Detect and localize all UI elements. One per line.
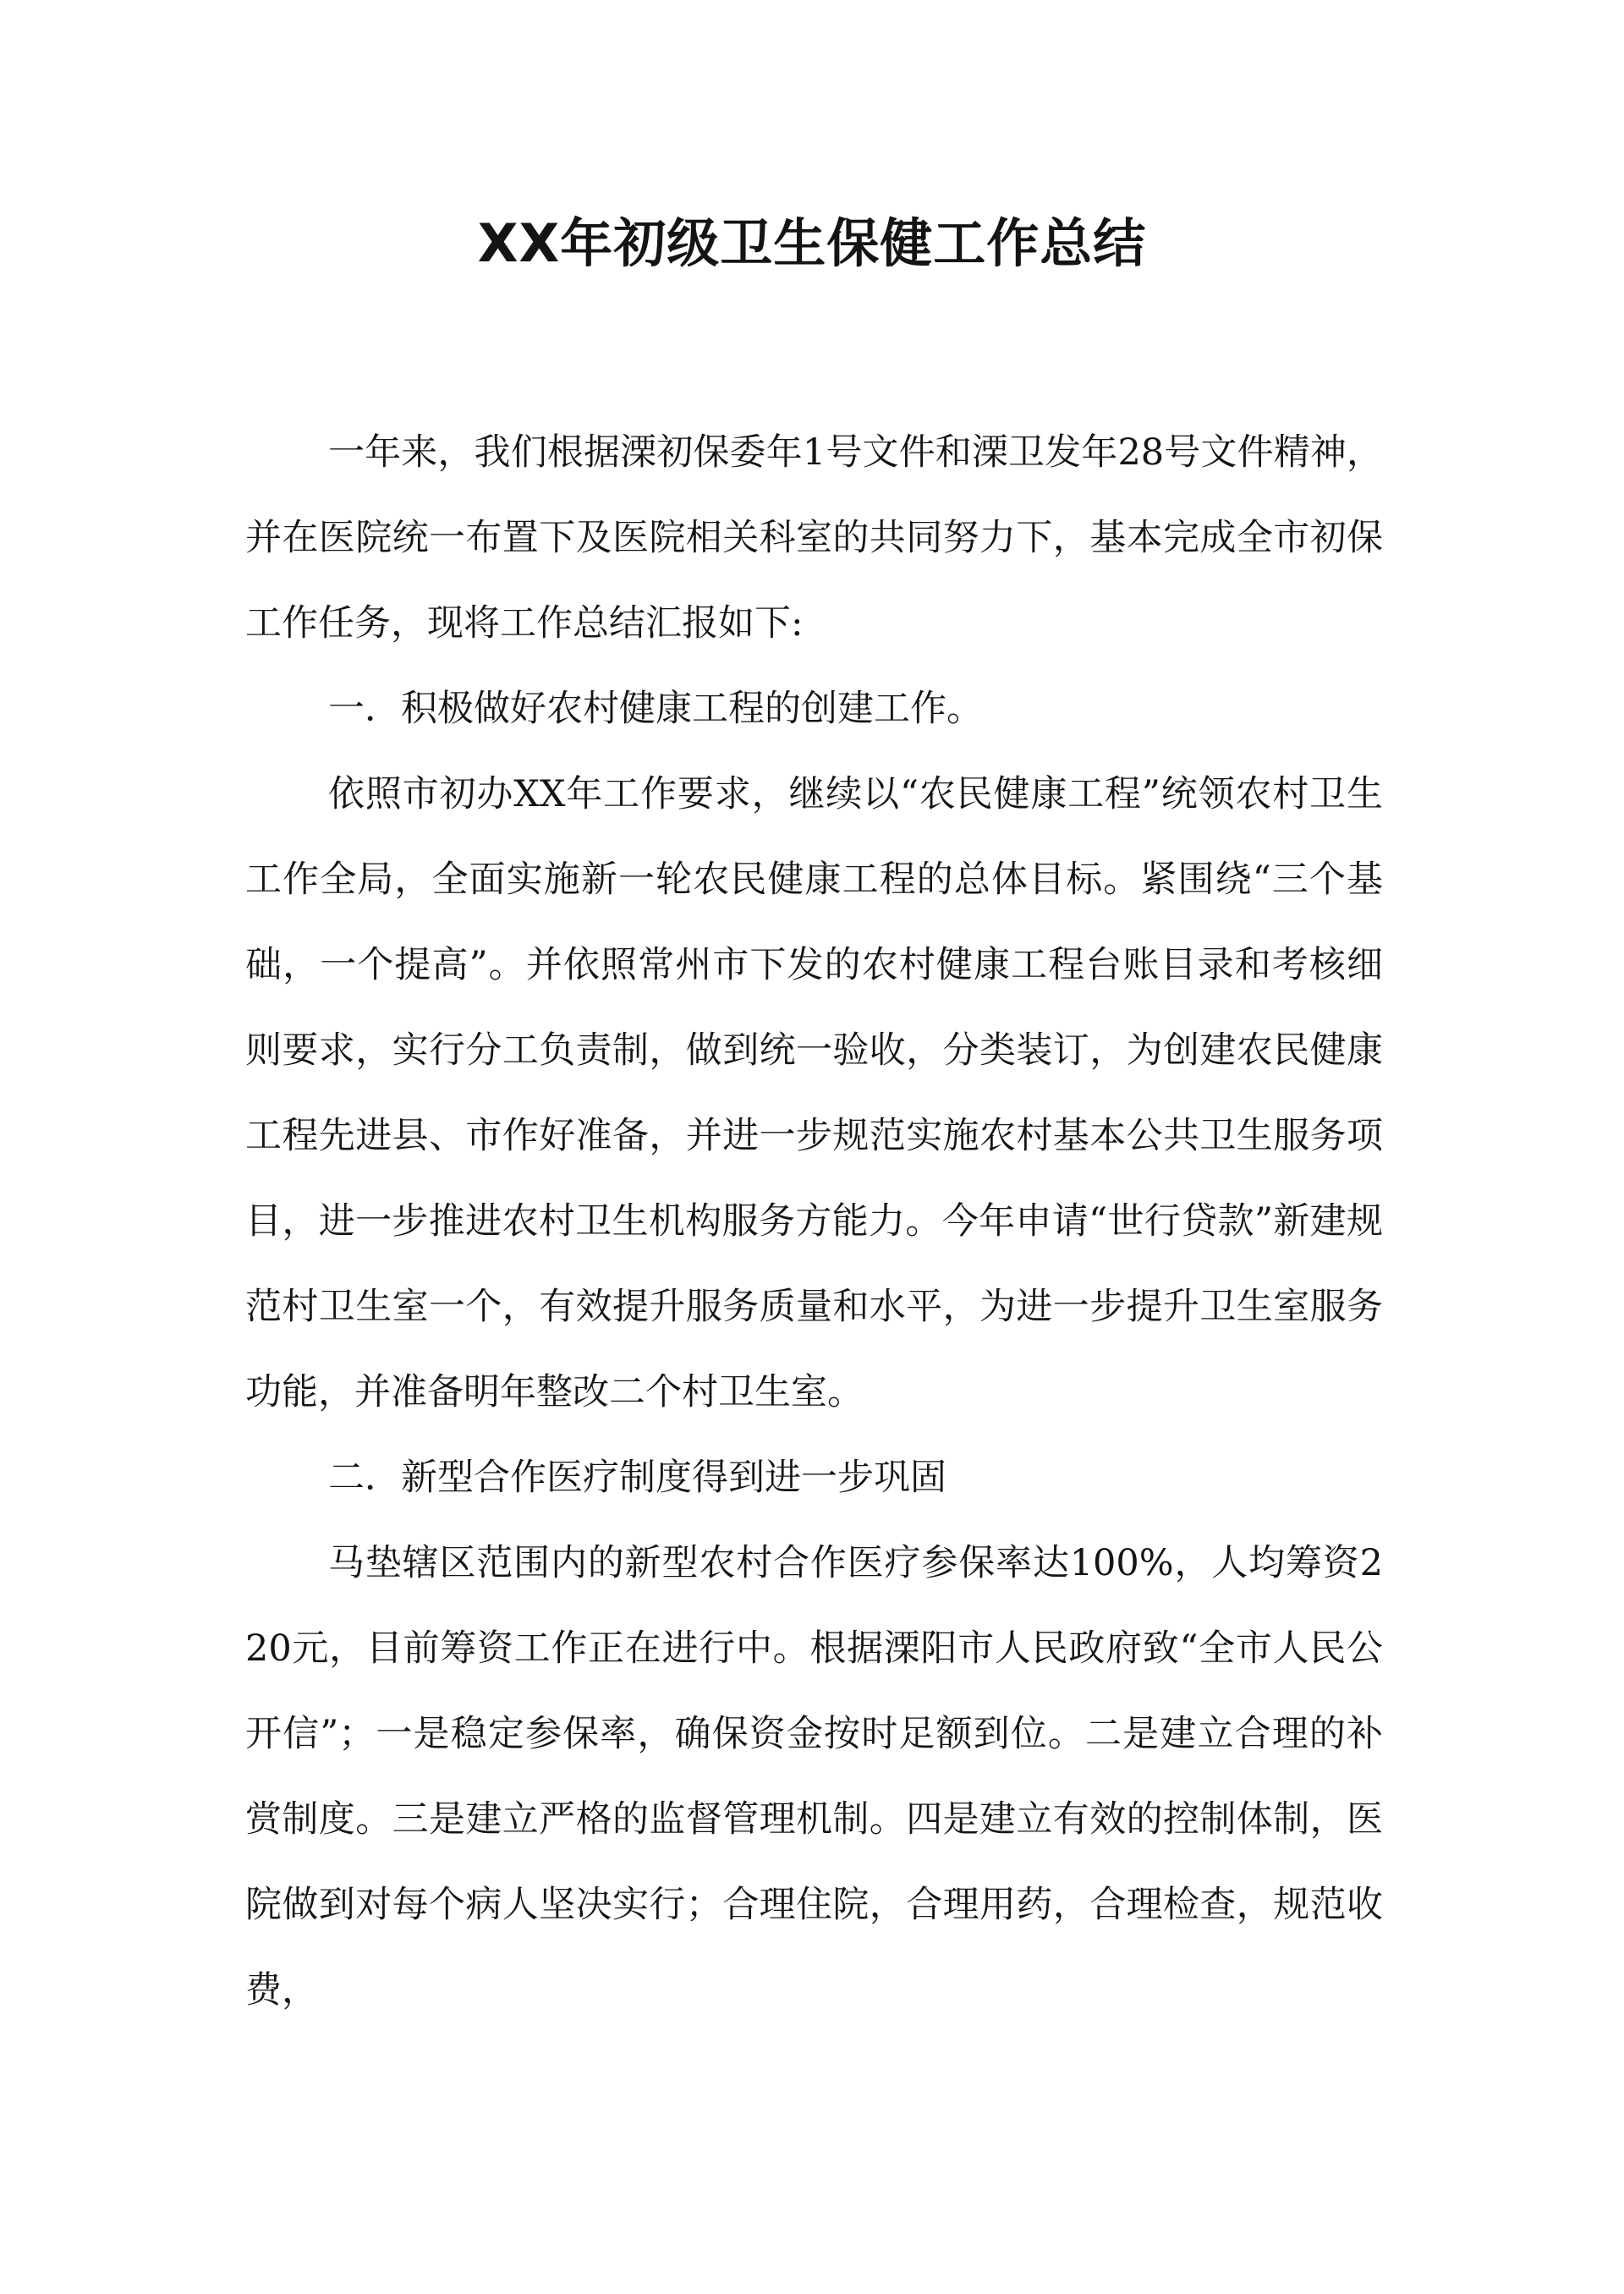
- section-heading-1: 一．积极做好农村健康工程的创建工作。: [328, 688, 983, 730]
- paragraph-intro: 一年来，我们根据溧初保委年1号文件和溧卫发年28号文件精神，并在医院统一布置下及医院相关科室的共同努力下，基本完成全市初保工作任务，现将工作总结汇报如下:: [245, 431, 1383, 645]
- section-heading-2: 二．新型合作医疗制度得到进一步巩固: [328, 1457, 946, 1499]
- paragraph-cooperative-medical: 马垫辖区范围内的新型农村合作医疗参保率达100%，人均筹资220元，目前筹资工作正在进行中。根据溧阳市人民政府致“全市人民公开信”；一是稳定参保率，确保资金按时足额到位。二是建立合理的补赏制度。三是建立严格的监督管理机制。四是建立有效的控制体制，医院做到对每个病人坚决实行；合理住院，合理用药，合理检查，规范收费，: [245, 1542, 1383, 2011]
- paragraph-health-project: 依照市初办XX年工作要求，继续以“农民健康工程”统领农村卫生工作全局，全面实施新一轮农民健康工程的总体目标。紧围绕“三个基础，一个提高”。并依照常州市下发的农村健康工程台账目录和考核细则要求，实行分工负责制，做到统一验收，分类装订，为创建农民健康工程先进县、市作好准备，并进一步规范实施农村基本公共卫生服务项目，进一步推进农村卫生机构服务方能力。今年申请“世行贷款”新建规范村卫生室一个，有效提升服务质量和水平，为进一步提升卫生室服务功能，并准备明年整改二个村卫生室。: [245, 773, 1383, 1413]
- document-body: [245, 410, 1383, 2033]
- document-title: XX年初级卫生保健工作总结: [477, 212, 1147, 274]
